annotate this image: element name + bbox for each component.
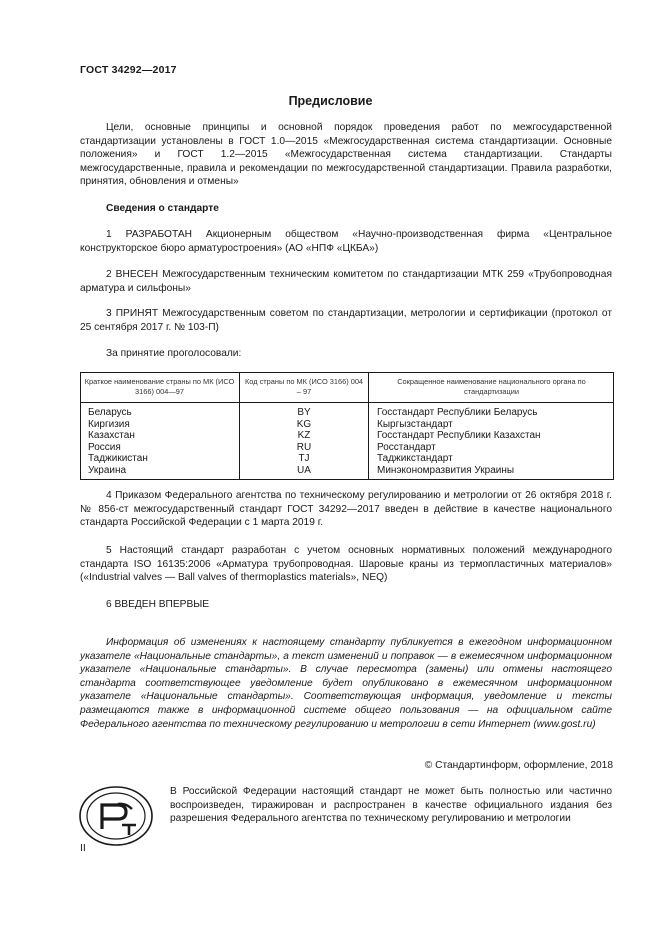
country-code: KG [240, 419, 369, 431]
national-body: Таджикстандарт [377, 453, 453, 464]
table-row [80, 430, 614, 442]
info-note-paragraph [80, 636, 612, 731]
country-name: Киргизия [80, 419, 240, 431]
table-row [80, 403, 614, 419]
country-code: UA [240, 465, 369, 480]
header-country-code: Код страны по МК (ИСО 3166) 004 – 97 [240, 373, 369, 403]
table-row [80, 465, 614, 480]
header-country-name: Краткое наименование страны по МК (ИСО 3166) 004—97 [80, 373, 240, 403]
item-3-text: 3 ПРИНЯТ Межгосударственным советом по стандартизации, метрологии и сертификации (протокол от 25 сентября 2017 г. № 103-П) [80, 308, 612, 333]
country-code: TJ [240, 453, 369, 465]
item-5-paragraph [80, 544, 612, 585]
country-name: Россия [80, 442, 240, 454]
national-body: Госстандарт Республики Беларусь [377, 407, 538, 418]
section-heading [80, 202, 612, 216]
country-name: Казахстан [80, 430, 240, 442]
item-4-paragraph [80, 489, 612, 530]
table-row [80, 419, 614, 431]
national-body: Росстандарт [377, 441, 436, 453]
copyright-notice: © Стандартинформ, оформление, 2018 [424, 760, 613, 771]
page-title: Предисловие [288, 94, 373, 108]
item-3-paragraph [80, 307, 612, 334]
standard-designation: ГОСТ 34292—2017 [80, 64, 177, 76]
vote-label-paragraph [80, 347, 612, 361]
item-1-paragraph [80, 228, 612, 255]
gost-r-certification-mark-icon [78, 785, 154, 847]
item-2-paragraph [80, 268, 612, 295]
country-code: KZ [240, 430, 369, 442]
reproduction-notice-paragraph [170, 785, 612, 826]
country-name: Украина [80, 465, 240, 480]
country-name: Таджикистан [80, 453, 240, 465]
header-national-body: Сокращенное наименование национального органа по стандартизации [369, 373, 615, 403]
reproduction-notice-text: В Российской Федерации настоящий стандарт не может быть полностью или частично воспроизведен, тиражирован и распространен в качестве официального издания без разрешения Федерального агентства по техническому регулированию и метрологии [170, 786, 612, 825]
national-body: Госстандарт Республики Казахстан [377, 430, 541, 441]
vote-label: За принятие проголосовали: [106, 348, 242, 359]
item-4-text: 4 Приказом Федерального агентства по техническому регулированию и метрологии от 26 октября 2018 г. № 856-ст межгосударственный стандарт ГОСТ 34292—2017 введен в действие в качестве национального стандарта Российской Федерации с 1 марта 2019 г. [80, 490, 612, 529]
table-row [80, 453, 614, 465]
intro-paragraph [80, 121, 612, 189]
national-body: Минэкономразвития Украины [377, 464, 515, 476]
country-code: RU [240, 442, 369, 454]
national-body: Кыргызстандарт [377, 418, 453, 430]
item-2-text: 2 ВНЕСЕН Межгосударственным техническим комитетом по стандартизации МТК 259 «Трубопроводная арматура и сильфоны» [80, 269, 612, 294]
item-6-paragraph [80, 598, 612, 612]
info-note-text: Информация об изменениях к настоящему стандарту публикуется в ежегодном информационном указателе «Национальные стандарты», а текст изменений и поправок — в ежемесячном информационном указателе «Национальные стандарты». В случае пересмотра (замены) или отмены настоящего стандарта соответствующее уведомление будет опубликовано в ежемесячном информационном указателе «Национальные стандарты». Соответствующая информация, уведомление и тексты размещаются также в информационной системе общего пользования — на официальном сайте Федерального агентства по техническому регулированию и метрологии в сети Интернет (www.gost.ru) [80, 637, 612, 730]
country-code: BY [240, 403, 369, 419]
item-1-text: 1 РАЗРАБОТАН Акционерным обществом «Научно-производственная фирма «Центральное конструкторское бюро арматуростроения» (АО «НПФ «ЦКБА») [80, 229, 612, 254]
country-name: Беларусь [80, 403, 240, 419]
section-heading-text: Сведения о стандарте [106, 203, 219, 214]
voting-countries-table [80, 373, 614, 480]
intro-text: Цели, основные принципы и основной порядок проведения работ по межгосударственной стандартизации установлены в ГОСТ 1.0—2015 «Межгосударственная система стандартизации. Основные положения» и ГОСТ 1.2—2015 «Межгосударственная система стандартизации. Стандарты межгосударственные, правила и рекомендации по межгосударственной стандартизации. Правила разработки, принятия, обновления и отмены» [80, 122, 612, 188]
table-header-row [80, 373, 614, 403]
item-6-text: 6 ВВЕДЕН ВПЕРВЫЕ [106, 599, 210, 610]
table-row [80, 442, 614, 454]
page-number: II [80, 842, 86, 854]
item-5-text: 5 Настоящий стандарт разработан с учетом основных нормативных положений международного стандарта ISO 16135:2006 «Арматура трубопроводная. Шаровые краны из термопластичных материалов» («Industrial valves — Ball valves of thermoplastics materials», NEQ) [80, 545, 612, 584]
